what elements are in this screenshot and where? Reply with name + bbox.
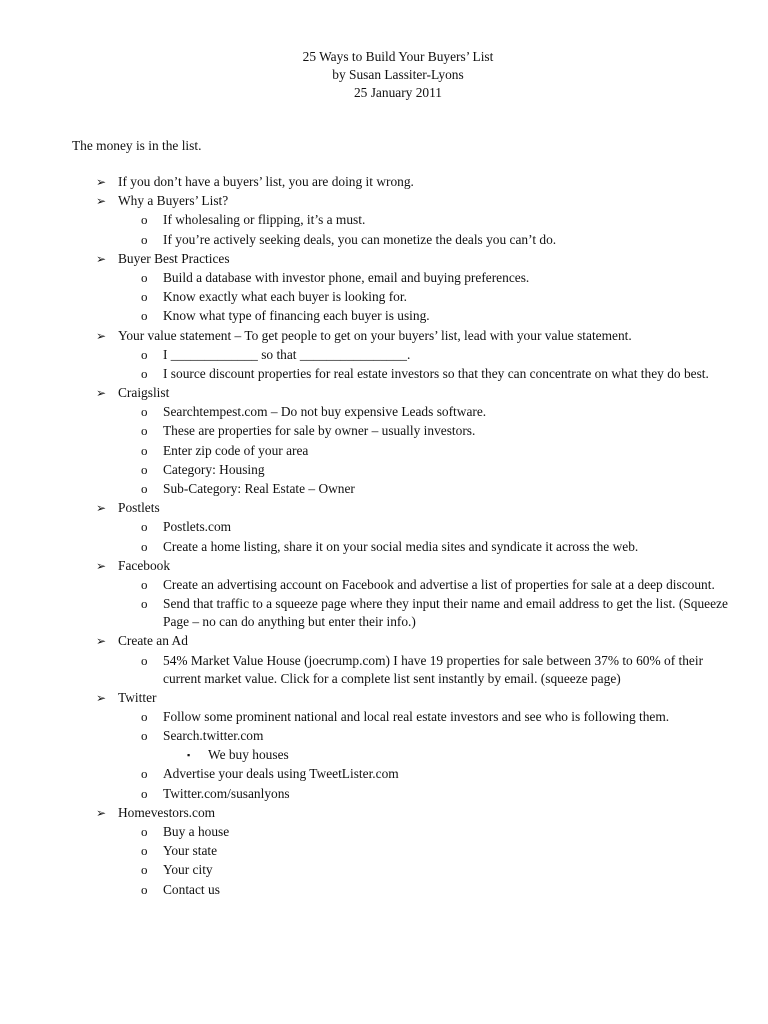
circle-bullet-icon: o [141,881,148,897]
arrow-bullet-icon: ➢ [96,501,107,516]
sub-item [0,269,768,287]
bullet-text: Postlets [118,500,160,516]
document-header [0,48,768,102]
section-item [0,250,768,268]
sub-item [0,442,768,460]
sub-item [0,708,768,726]
section-item [0,804,768,822]
bullet-text: Buy a house [163,824,230,839]
circle-bullet-icon: o [141,442,148,458]
bullet-text: We buy houses [208,747,289,763]
bullet-text: Create an advertising account on Facebook and advertise a list of properties for sale at a deep discount. [163,576,715,592]
bullet-text: Your city [163,862,213,878]
bullet-text: These are properties for sale by owner – usually investors. [163,423,476,439]
bullet-text: Category: Housing [163,461,265,477]
circle-bullet-icon: o [141,289,148,305]
bullet-text: Your value statement – To get people to get on your buyers’ list, lead with your value statement. [118,327,632,343]
sub-item [0,480,768,498]
arrow-bullet-icon: ➢ [96,328,107,343]
bullet-text: Know what type of financing each buyer is using. [163,308,430,324]
bullet-text: Enter zip code of your area [163,442,309,458]
circle-bullet-icon: o [141,404,148,420]
bullet-text: Follow some prominent national and local real estate investors and see who is following them. [163,708,670,724]
arrow-bullet-icon: ➢ [96,251,107,266]
sub-item [0,422,768,440]
bullet-text: Homevestors.com [118,804,216,820]
bullet-text: Advertise your deals using TweetLister.com [163,766,399,782]
sub-item [0,727,768,745]
arrow-bullet-icon: ➢ [96,805,107,820]
circle-bullet-icon: o [141,785,148,801]
circle-bullet-icon: o [141,824,148,839]
sub-item [0,765,768,783]
sub-item [0,785,768,803]
arrow-bullet-icon: ➢ [96,690,107,705]
sub-item [0,403,768,421]
circle-bullet-icon: o [141,308,148,324]
sub-item [0,652,768,688]
circle-bullet-icon: o [141,212,148,228]
bullet-text: Facebook [118,557,171,573]
sub-item [0,576,768,594]
intro-line: The money is in the list. [72,138,202,153]
sub-sub-item [0,746,768,764]
circle-bullet-icon: o [141,461,148,477]
section-item [0,173,768,191]
sub-item [0,346,768,364]
sub-item [0,461,768,479]
circle-bullet-icon: o [141,652,148,668]
circle-bullet-icon: o [141,423,148,439]
circle-bullet-icon: o [141,843,148,859]
sub-item [0,307,768,325]
sub-item [0,861,768,879]
sub-item [0,823,768,841]
square-bullet-icon: ▪ [187,750,191,761]
bullet-text: If you’re actively seeking deals, you can monetize the deals you can’t do. [163,231,557,247]
sub-item [0,288,768,306]
bullet-text: Your state [163,843,218,859]
circle-bullet-icon: o [141,708,148,724]
circle-bullet-icon: o [141,519,148,535]
sub-item [0,538,768,556]
sub-item [0,881,768,899]
sub-item [0,595,768,631]
circle-bullet-icon: o [141,269,148,285]
circle-bullet-icon: o [141,538,148,554]
bullet-text: Buyer Best Practices [118,250,230,266]
sub-item [0,231,768,249]
document-date: 25 January 2011 [353,85,442,100]
bullet-text: Search.twitter.com [163,728,264,744]
bullet-text: Why a Buyers’ List? [118,193,229,209]
arrow-bullet-icon: ➢ [96,175,107,189]
circle-bullet-icon: o [141,596,148,612]
bullet-text: Twitter.com/susanlyons [163,785,290,801]
arrow-bullet-icon: ➢ [96,558,107,573]
bullet-text: Create an Ad [118,633,188,649]
circle-bullet-icon: o [141,862,148,878]
document-title: 25 Ways to Build Your Buyers’ List [302,49,494,64]
sub-item [0,211,768,229]
bullet-text: 54% Market Value House (joecrump.com) I have 19 properties for sale between 37% to 60% of their current market value. Click for a complete list sent instantly by email. (squeeze page) [163,652,704,686]
sub-item [0,842,768,860]
circle-bullet-icon: o [141,346,148,362]
circle-bullet-icon: o [141,481,148,496]
bullet-text: Contact us [163,881,220,897]
section-item [0,689,768,707]
bullet-text: Know exactly what each buyer is looking for. [163,289,407,305]
bullet-text: If wholesaling or flipping, it’s a must. [163,212,366,228]
bullet-text: Create a home listing, share it on your social media sites and syndicate it across the web. [163,538,639,554]
bullet-text: I source discount properties for real estate investors so that they can concentrate on what they do best. [163,365,709,381]
bullet-text: Craigslist [118,385,170,401]
sub-item [0,365,768,383]
section-item [0,557,768,575]
arrow-bullet-icon: ➢ [96,386,107,401]
bullet-text: Searchtempest.com – Do not buy expensive Leads software. [163,404,487,420]
bullet-text: If you don’t have a buyers’ list, you are doing it wrong. [118,174,414,189]
arrow-bullet-icon: ➢ [96,634,107,649]
circle-bullet-icon: o [141,576,148,592]
circle-bullet-icon: o [141,766,148,782]
section-item [0,499,768,517]
circle-bullet-icon: o [141,728,148,744]
section-item [0,327,768,345]
sub-item [0,518,768,536]
section-item [0,192,768,210]
bullet-text: Twitter [118,689,157,705]
circle-bullet-icon: o [141,365,148,381]
bullet-text: Build a database with investor phone, email and buying preferences. [163,269,530,285]
section-item [0,632,768,650]
arrow-bullet-icon: ➢ [96,194,107,209]
bullet-text: Sub-Category: Real Estate – Owner [163,481,355,496]
bullet-text: Postlets.com [163,519,232,535]
section-item [0,384,768,402]
bullet-outline [0,173,768,900]
bullet-text: Send that traffic to a squeeze page where they input their name and email address to get the list. (Squeeze Page – no can do anything but enter their info.) [163,596,728,630]
circle-bullet-icon: o [141,231,148,247]
bullet-text: I _____________ so that ________________. [163,346,411,362]
document-author: by Susan Lassiter-Lyons [332,67,464,82]
